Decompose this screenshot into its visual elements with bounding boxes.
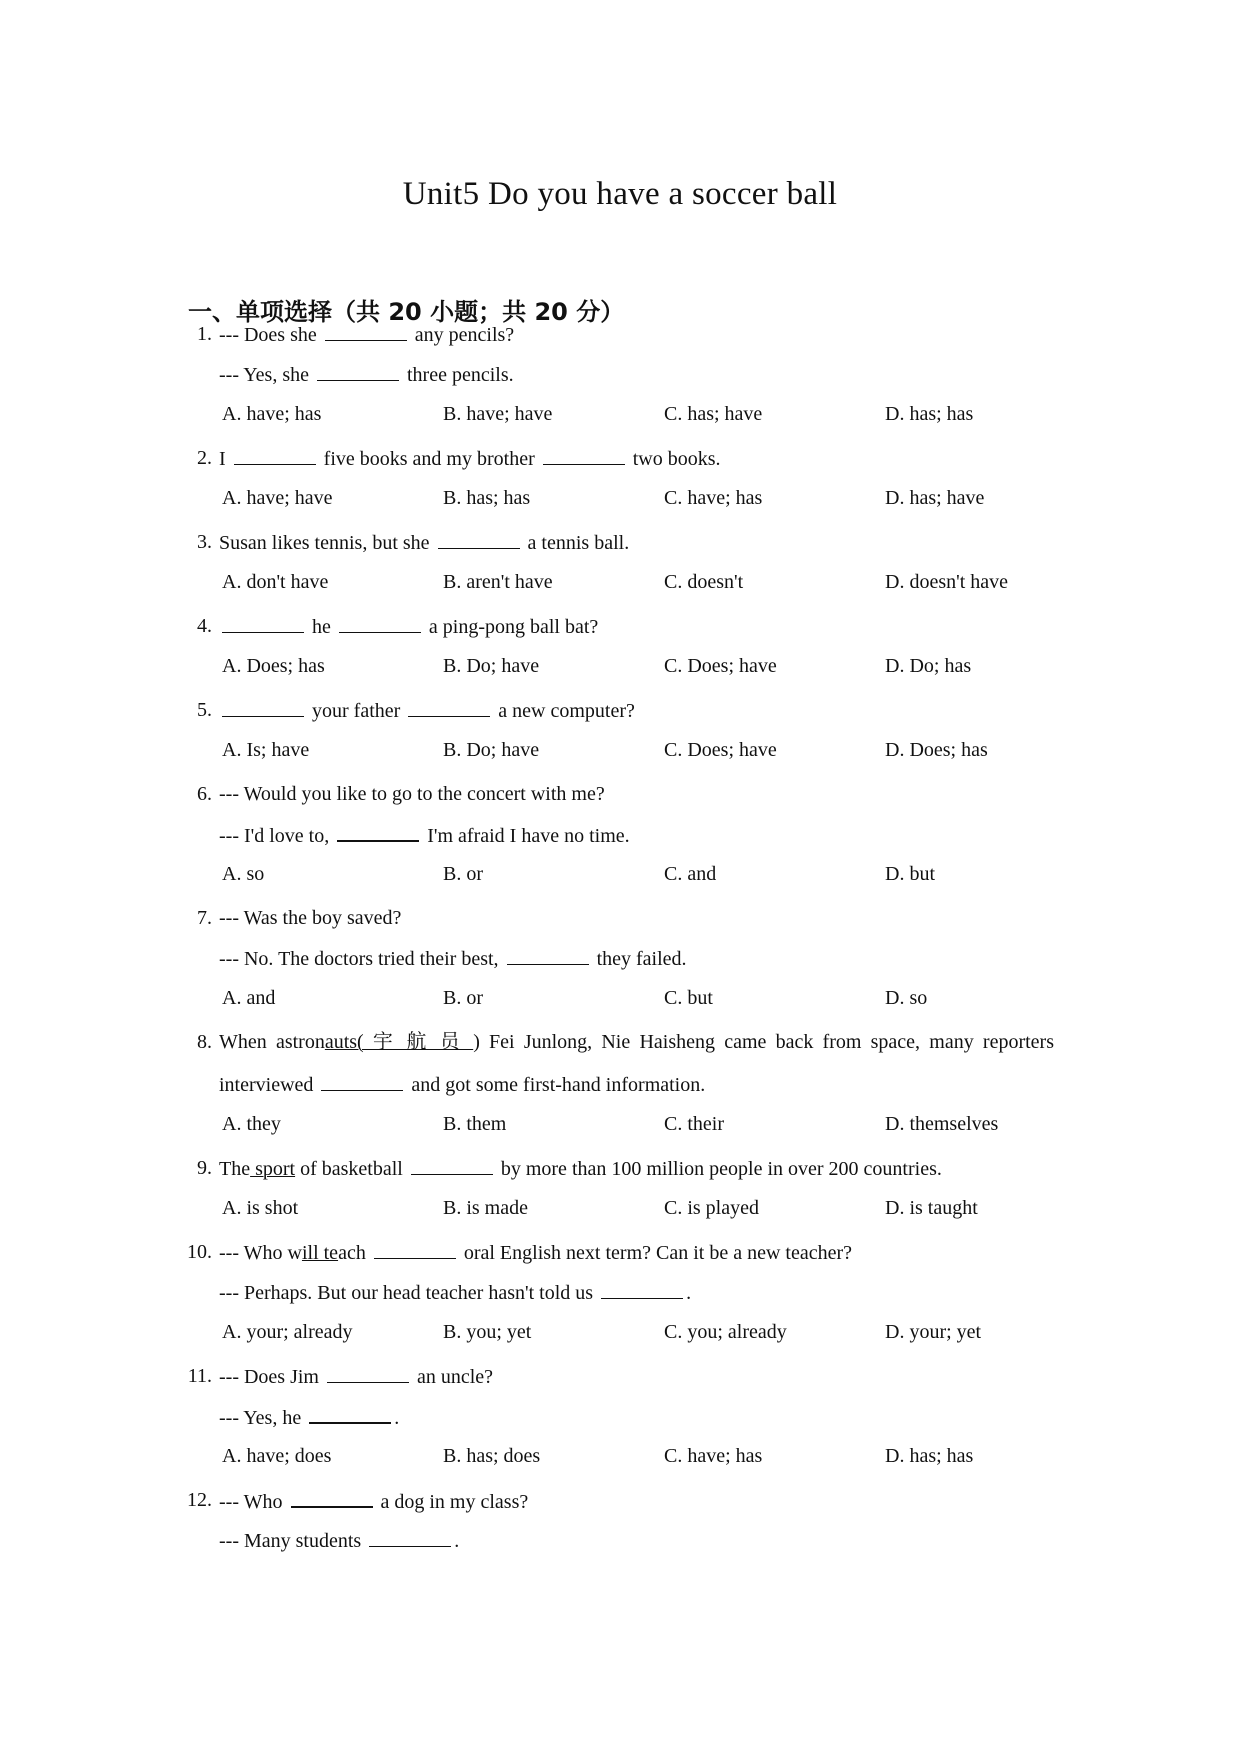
question-text: --- Many students: [219, 1530, 367, 1552]
question-line: [219, 1280, 691, 1305]
question-line: [219, 1528, 459, 1553]
question-line: [219, 446, 721, 471]
question-text: Susan likes tennis, but she: [219, 532, 435, 554]
section-heading: 一、单项选择（共 20 小题；共 20 分）: [188, 298, 625, 326]
question-line: [219, 1072, 705, 1097]
answer-blank: [321, 1072, 403, 1091]
answer-option[interactable]: B. you; yet: [443, 1321, 532, 1343]
question-text: I'm afraid I have no time.: [422, 825, 630, 847]
question-line: [219, 1030, 1054, 1054]
answer-option[interactable]: B. Do; have: [443, 739, 540, 761]
answer-option[interactable]: D. has; has: [885, 403, 974, 425]
question-line: [219, 614, 598, 639]
question-text: --- Yes, he: [219, 1407, 307, 1429]
answer-blank: [309, 1404, 391, 1424]
question-line: [219, 1240, 852, 1265]
question-text: .: [454, 1530, 460, 1552]
answer-blank: [222, 614, 304, 633]
question-line: [219, 1488, 528, 1514]
answer-option[interactable]: A. have; has: [222, 403, 322, 425]
question-line: [219, 362, 514, 387]
question-line: [219, 1364, 493, 1389]
question-text: --- Yes, she: [219, 364, 314, 386]
question-text: an uncle?: [411, 1366, 494, 1388]
question-text: ill te: [301, 1242, 339, 1264]
question-number: 1.: [197, 323, 212, 345]
question-text: --- Would you like to go to the concert with me?: [219, 783, 605, 805]
answer-option[interactable]: C. you; already: [664, 1321, 787, 1343]
question-number: 5.: [197, 699, 212, 721]
question-line: [219, 530, 629, 555]
answer-option[interactable]: A. is shot: [222, 1197, 299, 1219]
question-text: your father: [307, 700, 406, 722]
question-line: [219, 782, 605, 806]
question-text: --- Who: [219, 1491, 288, 1513]
answer-option[interactable]: B. them: [443, 1113, 507, 1135]
question-number: 3.: [197, 531, 212, 553]
answer-option[interactable]: A. Is; have: [222, 739, 310, 761]
answer-option[interactable]: A. your; already: [222, 1321, 353, 1343]
answer-option[interactable]: A. so: [222, 863, 265, 885]
question-text: When astron: [219, 1031, 325, 1053]
answer-option[interactable]: D. has; has: [885, 1445, 974, 1467]
question-text: any pencils?: [409, 324, 515, 346]
answer-blank: [507, 946, 589, 965]
question-text: a tennis ball.: [522, 532, 630, 554]
question-line: [219, 1156, 942, 1181]
answer-blank: [291, 1488, 373, 1508]
question-text: they failed.: [591, 948, 687, 970]
question-text: he: [307, 616, 336, 638]
question-number: 4.: [197, 615, 212, 637]
question-text: ach: [338, 1242, 371, 1264]
question-text: a ping-pong ball bat?: [423, 616, 599, 638]
answer-option[interactable]: D. your; yet: [885, 1321, 982, 1343]
question-text: --- Does she: [219, 324, 322, 346]
answer-option[interactable]: B. or: [443, 987, 483, 1009]
answer-option[interactable]: A. have; have: [222, 487, 333, 509]
question-text: by more than 100 million people in over 200 countries.: [495, 1158, 942, 1180]
answer-blank: [222, 698, 304, 717]
answer-option[interactable]: D. has; have: [885, 487, 985, 509]
answer-option[interactable]: D. Do; has: [885, 655, 972, 677]
answer-option[interactable]: D. is taught: [885, 1197, 978, 1219]
question-text: --- Does Jim: [219, 1366, 324, 1388]
answer-option[interactable]: D. themselves: [885, 1113, 999, 1135]
page-title: Unit5 Do you have a soccer ball: [402, 176, 838, 212]
question-text: --- No. The doctors tried their best,: [219, 948, 504, 970]
answer-option[interactable]: D. but: [885, 863, 935, 885]
question-text: .: [394, 1407, 400, 1429]
answer-option[interactable]: C. has; have: [664, 403, 763, 425]
question-text: of basketball: [295, 1158, 408, 1180]
answer-blank: [327, 1364, 409, 1383]
question-line: [219, 946, 687, 971]
answer-option[interactable]: B. aren't have: [443, 571, 553, 593]
question-text: oral English next term? Can it be a new teacher?: [458, 1242, 853, 1264]
answer-option[interactable]: C. have; has: [664, 487, 763, 509]
question-text: three pencils.: [402, 364, 514, 386]
question-text: ) Fei Junlong, Nie Haisheng came back from space, many reporters: [473, 1031, 1054, 1053]
answer-option[interactable]: B. has; does: [443, 1445, 541, 1467]
answer-blank: [543, 446, 625, 465]
question-number: 2.: [197, 447, 212, 469]
question-line: [219, 1404, 399, 1430]
answer-blank: [369, 1528, 451, 1547]
answer-option[interactable]: D. so: [885, 987, 928, 1009]
answer-option[interactable]: B. Do; have: [443, 655, 540, 677]
question-text: I: [219, 448, 231, 470]
answer-blank: [337, 822, 419, 842]
answer-blank: [317, 362, 399, 381]
question-text: --- Perhaps. But our head teacher hasn't told us: [219, 1282, 599, 1304]
answer-blank: [325, 322, 407, 341]
question-text: --- Who w: [219, 1242, 302, 1264]
answer-option[interactable]: C. doesn't: [664, 571, 744, 593]
question-line: [219, 822, 630, 848]
answer-option[interactable]: A. they: [222, 1113, 281, 1135]
answer-blank: [374, 1240, 456, 1259]
answer-blank: [601, 1280, 683, 1299]
question-text: a new computer?: [493, 700, 635, 722]
question-line: [219, 906, 401, 930]
answer-option[interactable]: C. is played: [664, 1197, 759, 1219]
answer-option[interactable]: C. their: [664, 1113, 724, 1135]
answer-option[interactable]: B. or: [443, 863, 483, 885]
question-number: 8.: [197, 1031, 212, 1053]
answer-option[interactable]: C. but: [664, 987, 713, 1009]
answer-option[interactable]: A. have; does: [222, 1445, 332, 1467]
question-number: 7.: [197, 907, 212, 929]
answer-option[interactable]: C. and: [664, 863, 717, 885]
question-line: [219, 698, 635, 723]
answer-option[interactable]: A. and: [222, 987, 276, 1009]
answer-option[interactable]: C. have; has: [664, 1445, 763, 1467]
answer-option[interactable]: A. don't have: [222, 571, 329, 593]
question-text: .: [686, 1282, 692, 1304]
question-text: interviewed: [219, 1074, 319, 1096]
answer-option[interactable]: B. has; has: [443, 487, 531, 509]
question-text: --- I'd love to,: [219, 825, 335, 847]
question-text: --- Was the boy saved?: [219, 907, 402, 929]
answer-option[interactable]: C. Does; have: [664, 655, 777, 677]
answer-blank: [408, 698, 490, 717]
question-number: 9.: [197, 1157, 212, 1179]
question-text: and got some first-hand information.: [406, 1074, 706, 1096]
answer-option[interactable]: B. have; have: [443, 403, 553, 425]
question-number: 6.: [197, 783, 212, 805]
answer-option[interactable]: B. is made: [443, 1197, 528, 1219]
answer-blank: [339, 614, 421, 633]
question-text: The: [219, 1158, 251, 1180]
answer-blank: [438, 530, 520, 549]
answer-option[interactable]: A. Does; has: [222, 655, 325, 677]
question-text: two books.: [627, 448, 721, 470]
question-number: 11.: [187, 1365, 212, 1387]
answer-blank: [411, 1156, 493, 1175]
question-text: five books and my brother: [318, 448, 540, 470]
question-text: auts( 宇 航 员: [324, 1031, 474, 1053]
question-number: 12.: [187, 1489, 212, 1511]
answer-option[interactable]: D. doesn't have: [885, 571, 1009, 593]
question-number: 10.: [187, 1241, 212, 1263]
question-line: [219, 322, 514, 347]
question-text: sport: [250, 1158, 296, 1180]
question-text: a dog in my class?: [375, 1491, 529, 1513]
answer-option[interactable]: D. Does; has: [885, 739, 988, 761]
answer-option[interactable]: C. Does; have: [664, 739, 777, 761]
answer-blank: [234, 446, 316, 465]
